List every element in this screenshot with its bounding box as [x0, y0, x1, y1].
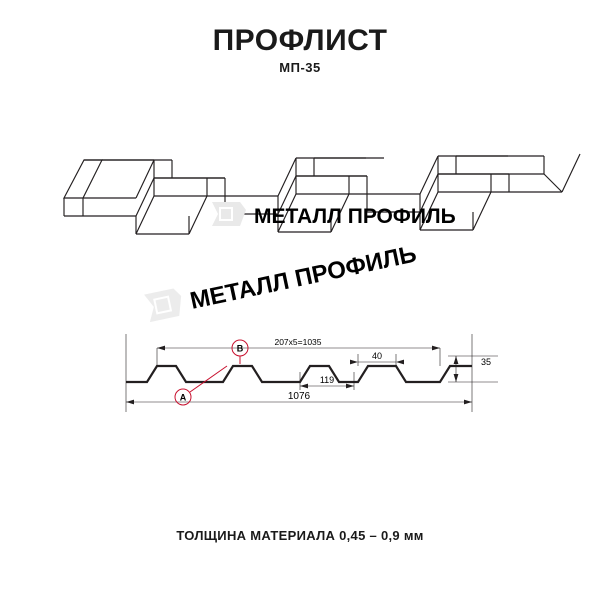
page-title: ПРОФЛИСТ: [212, 24, 388, 57]
callout-b-label: В: [236, 343, 244, 354]
dimension-height: 35: [480, 357, 492, 367]
callout-a-label: А: [179, 392, 187, 403]
watermark-text: МЕТАЛЛ ПРОФИЛЬ: [254, 205, 456, 228]
material-thickness-note: ТОЛЩИНА МАТЕРИАЛА 0,45 – 0,9 мм: [176, 528, 424, 543]
dimension-total-width: 1076: [287, 391, 311, 402]
dimension-flat-top: 40: [371, 351, 383, 361]
dimension-top-span: 207х5=1035: [274, 337, 322, 347]
cross-section-drawing: [100, 320, 520, 430]
watermark-text-2: МЕТАЛЛ ПРОФИЛЬ: [187, 240, 419, 315]
dimension-rib-pitch: 119: [319, 375, 335, 385]
isometric-sheet-illustration: [50, 130, 550, 270]
page-subtitle: МП-35: [279, 60, 321, 75]
